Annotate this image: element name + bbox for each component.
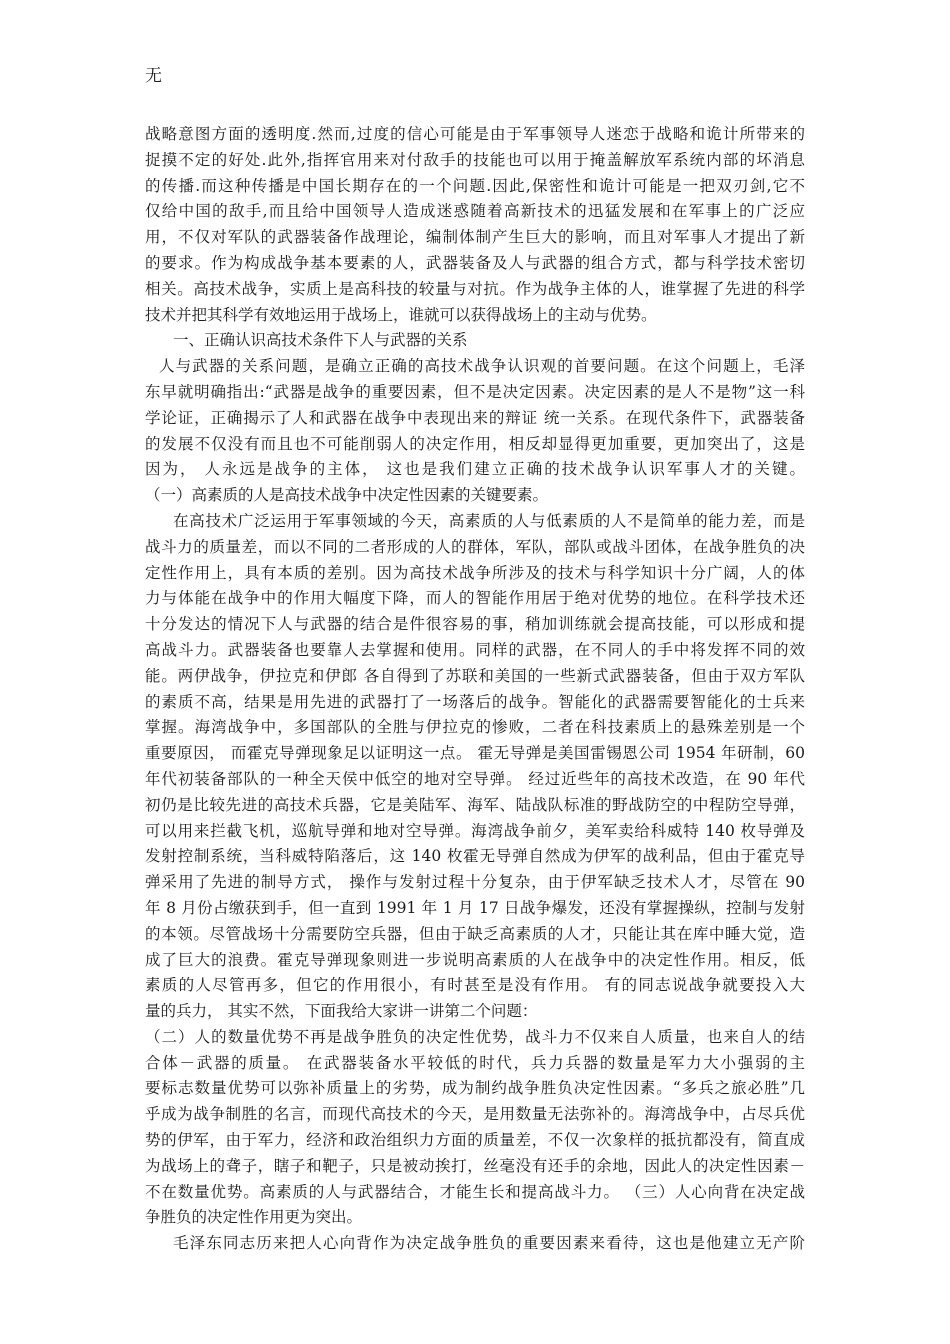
- text-line: 成了巨大的浪费。霍克导弹现象则进一步说明高素质的人在战争中的决定性作用。相反，低: [145, 950, 805, 969]
- text-line: 学论证，正确揭示了人和武器在战争中表现出来的辩证 统一关系。在现代条件下，武器装备: [145, 408, 805, 427]
- text-line: 东早就明确指出:“武器是战争的重要因素，但不是决定因素。决定因素的是人不是物”这一科: [145, 382, 805, 401]
- text-line: 掌握。海湾战争中，多国部队的全胜与伊拉克的惨败，二者在科技素质上的悬殊差别是一个: [145, 718, 805, 737]
- text-line: 毛泽东同志历来把人心向背作为决定战争胜负的重要因素来看待，这也是他建立无产阶: [173, 1234, 805, 1253]
- text-line: 的素质不高，结果是用先进的武器打了一场落后的战争。智能化的武器需要智能化的士兵来: [145, 692, 805, 711]
- text-line: 的本领。尽管战场十分需要防空兵器，但由于缺乏高素质的人才，只能让其在库中睡大觉，造: [145, 924, 805, 943]
- text-line: （二）人的数量优势不再是战争胜负的决定性优势，战斗力不仅来自人质量，也来自人的结: [145, 1027, 805, 1046]
- text-line: 可以用来拦截飞机，巡航导弹和地对空导弹。海湾战争前夕，美军卖给科威特 140 枚导弹及: [145, 821, 805, 840]
- text-line: 年代初装备部队的一种全天侯中低空的地对空导弹。 经过近些年的高技术改造，在 90 年代: [145, 769, 805, 788]
- text-line: 因为， 人永远是战争的主体， 这也是我们建立正确的技术战争认识军事人才的关键。: [145, 460, 805, 479]
- text-line: 初仍是比较先进的高技术兵器，它是美陆军、海军、陆战队标准的野战防空的中程防空导弹，: [145, 795, 805, 814]
- text-line: 技术并把其科学有效地运用于战场上，谁就可以获得战场上的主动与优势。: [145, 305, 657, 324]
- text-line: 战斗力的质量差，而以不同的二者形成的人的群体，军队，部队或战斗团体，在战争胜负的决: [145, 537, 805, 556]
- text-line: 的要求。作为构成战争基本要素的人，武器装备及人与武器的组合方式，都与科学技术密切: [145, 253, 805, 272]
- text-line: 十分发达的情况下人与武器的结合是件很容易的事，稍加训练就会提高技能，可以形成和提: [145, 615, 805, 634]
- text-line: 仅给中国的敌手,而且给中国领导人造成迷惑随着高新技术的迅猛发展和在军事上的广泛应: [145, 202, 805, 221]
- text-line: 能。两伊战争，伊拉克和伊郎 各自得到了苏联和美国的一些新式武器装备，但由于双方军队: [145, 666, 805, 685]
- text-line: 相关。高技术战争，实质上是高科技的较量与对抗。作为战争主体的人，谁掌握了先进的科学: [145, 279, 805, 298]
- text-line: （一）高素质的人是高技术战争中决定性因素的关键要素。: [145, 486, 549, 505]
- document-body: [145, 122, 805, 1257]
- text-line: 势的伊军，由于军力，经济和政治组织力方面的质量差，不仅一次象样的抵抗都没有，简直成: [145, 1131, 805, 1150]
- text-line: 素质的人尽管再多，但它的作用很小，有时甚至是没有作用。 有的同志说战争就要投入大: [145, 976, 805, 995]
- text-line: 量的兵力， 其实不然，下面我给大家讲一讲第二个问题：: [145, 1002, 538, 1021]
- text-line: 争胜负的决定性作用更为突出。: [145, 1208, 363, 1227]
- text-line: 高战斗力。武器装备也要靠人去掌握和使用。同样的武器，在不同人的手中将发挥不同的效: [145, 640, 805, 659]
- text-line: 的传播.而这种传播是中国长期存在的一个问题.因此,保密性和诡计可能是一把双刃剑,它不: [145, 176, 805, 195]
- text-line: 的发展不仅没有而且也不可能削弱人的决定作用，相反却显得更加重要，更加突出了，这是: [145, 434, 805, 453]
- text-line: 为战场上的聋子，瞎子和靶子，只是被动挨打，丝毫没有还手的余地，因此人的决定性因素－: [145, 1156, 805, 1175]
- text-line: 力与体能在战争中的作用大幅度下降，而人的智能作用居于绝对优势的地位。在科学技术还: [145, 589, 805, 608]
- text-line: 发射控制系统，当科威特陷落后，这 140 枚霍无导弹自然成为伊军的战利品，但由于霍克导: [145, 847, 805, 866]
- text-line: 捉摸不定的好处.此外,指挥官用来对付敌手的技能也可以用于掩盖解放军系统内部的坏消息: [145, 150, 805, 169]
- page-header-label: 无: [145, 66, 162, 86]
- text-line: 用，不仅对军队的武器装备作战理论，编制体制产生巨大的影响，而且对军事人才提出了新: [145, 228, 805, 247]
- text-line: 人与武器的关系问题，是确立正确的高技术战争认识观的首要问题。在这个问题上，毛泽: [159, 357, 805, 376]
- text-line: 定性作用上，具有本质的差别。因为高技术战争所涉及的技术与科学知识十分广阔，人的体: [145, 563, 805, 582]
- text-line: 在高技术广泛运用于军事领域的今天，高素质的人与低素质的人不是简单的能力差，而是: [173, 511, 805, 530]
- text-line: 重要原因， 而霍克导弹现象足以证明这一点。 霍无导弹是美国雷锡恩公司 1954 年研制，60: [145, 744, 805, 763]
- text-line: 年 8 月份占缴获到手，但一直到 1991 年 1 月 17 日战争爆发，还没有掌握操纵，控制与发射: [145, 898, 805, 917]
- text-line: 一、正确认识高技术条件下人与武器的关系: [173, 331, 468, 350]
- text-line: 合体－武器的质量。 在武器装备水平较低的时代，兵力兵器的数量是军力大小强弱的主: [145, 1053, 805, 1072]
- text-line: 不在数量优势。高素质的人与武器结合，才能生长和提高战斗力。 （三）人心向背在决定战: [145, 1182, 805, 1201]
- text-line: 战略意图方面的透明度.然而,过度的信心可能是由于军事领导人迷恋于战略和诡计所带来的: [145, 125, 805, 143]
- text-line: 弹采用了先进的制导方式， 操作与发射过程十分复杂，由于伊军缺乏技术人才，尽管在 90: [145, 873, 805, 892]
- text-line: 乎成为战争制胜的名言，而现代高技术的今天，是用数量无法弥补的。海湾战争中，占尽兵优: [145, 1105, 805, 1124]
- text-line: 要标志数量优势可以弥补质量上的劣势，成为制约战争胜负决定性因素。“多兵之旅必胜”几: [145, 1079, 805, 1098]
